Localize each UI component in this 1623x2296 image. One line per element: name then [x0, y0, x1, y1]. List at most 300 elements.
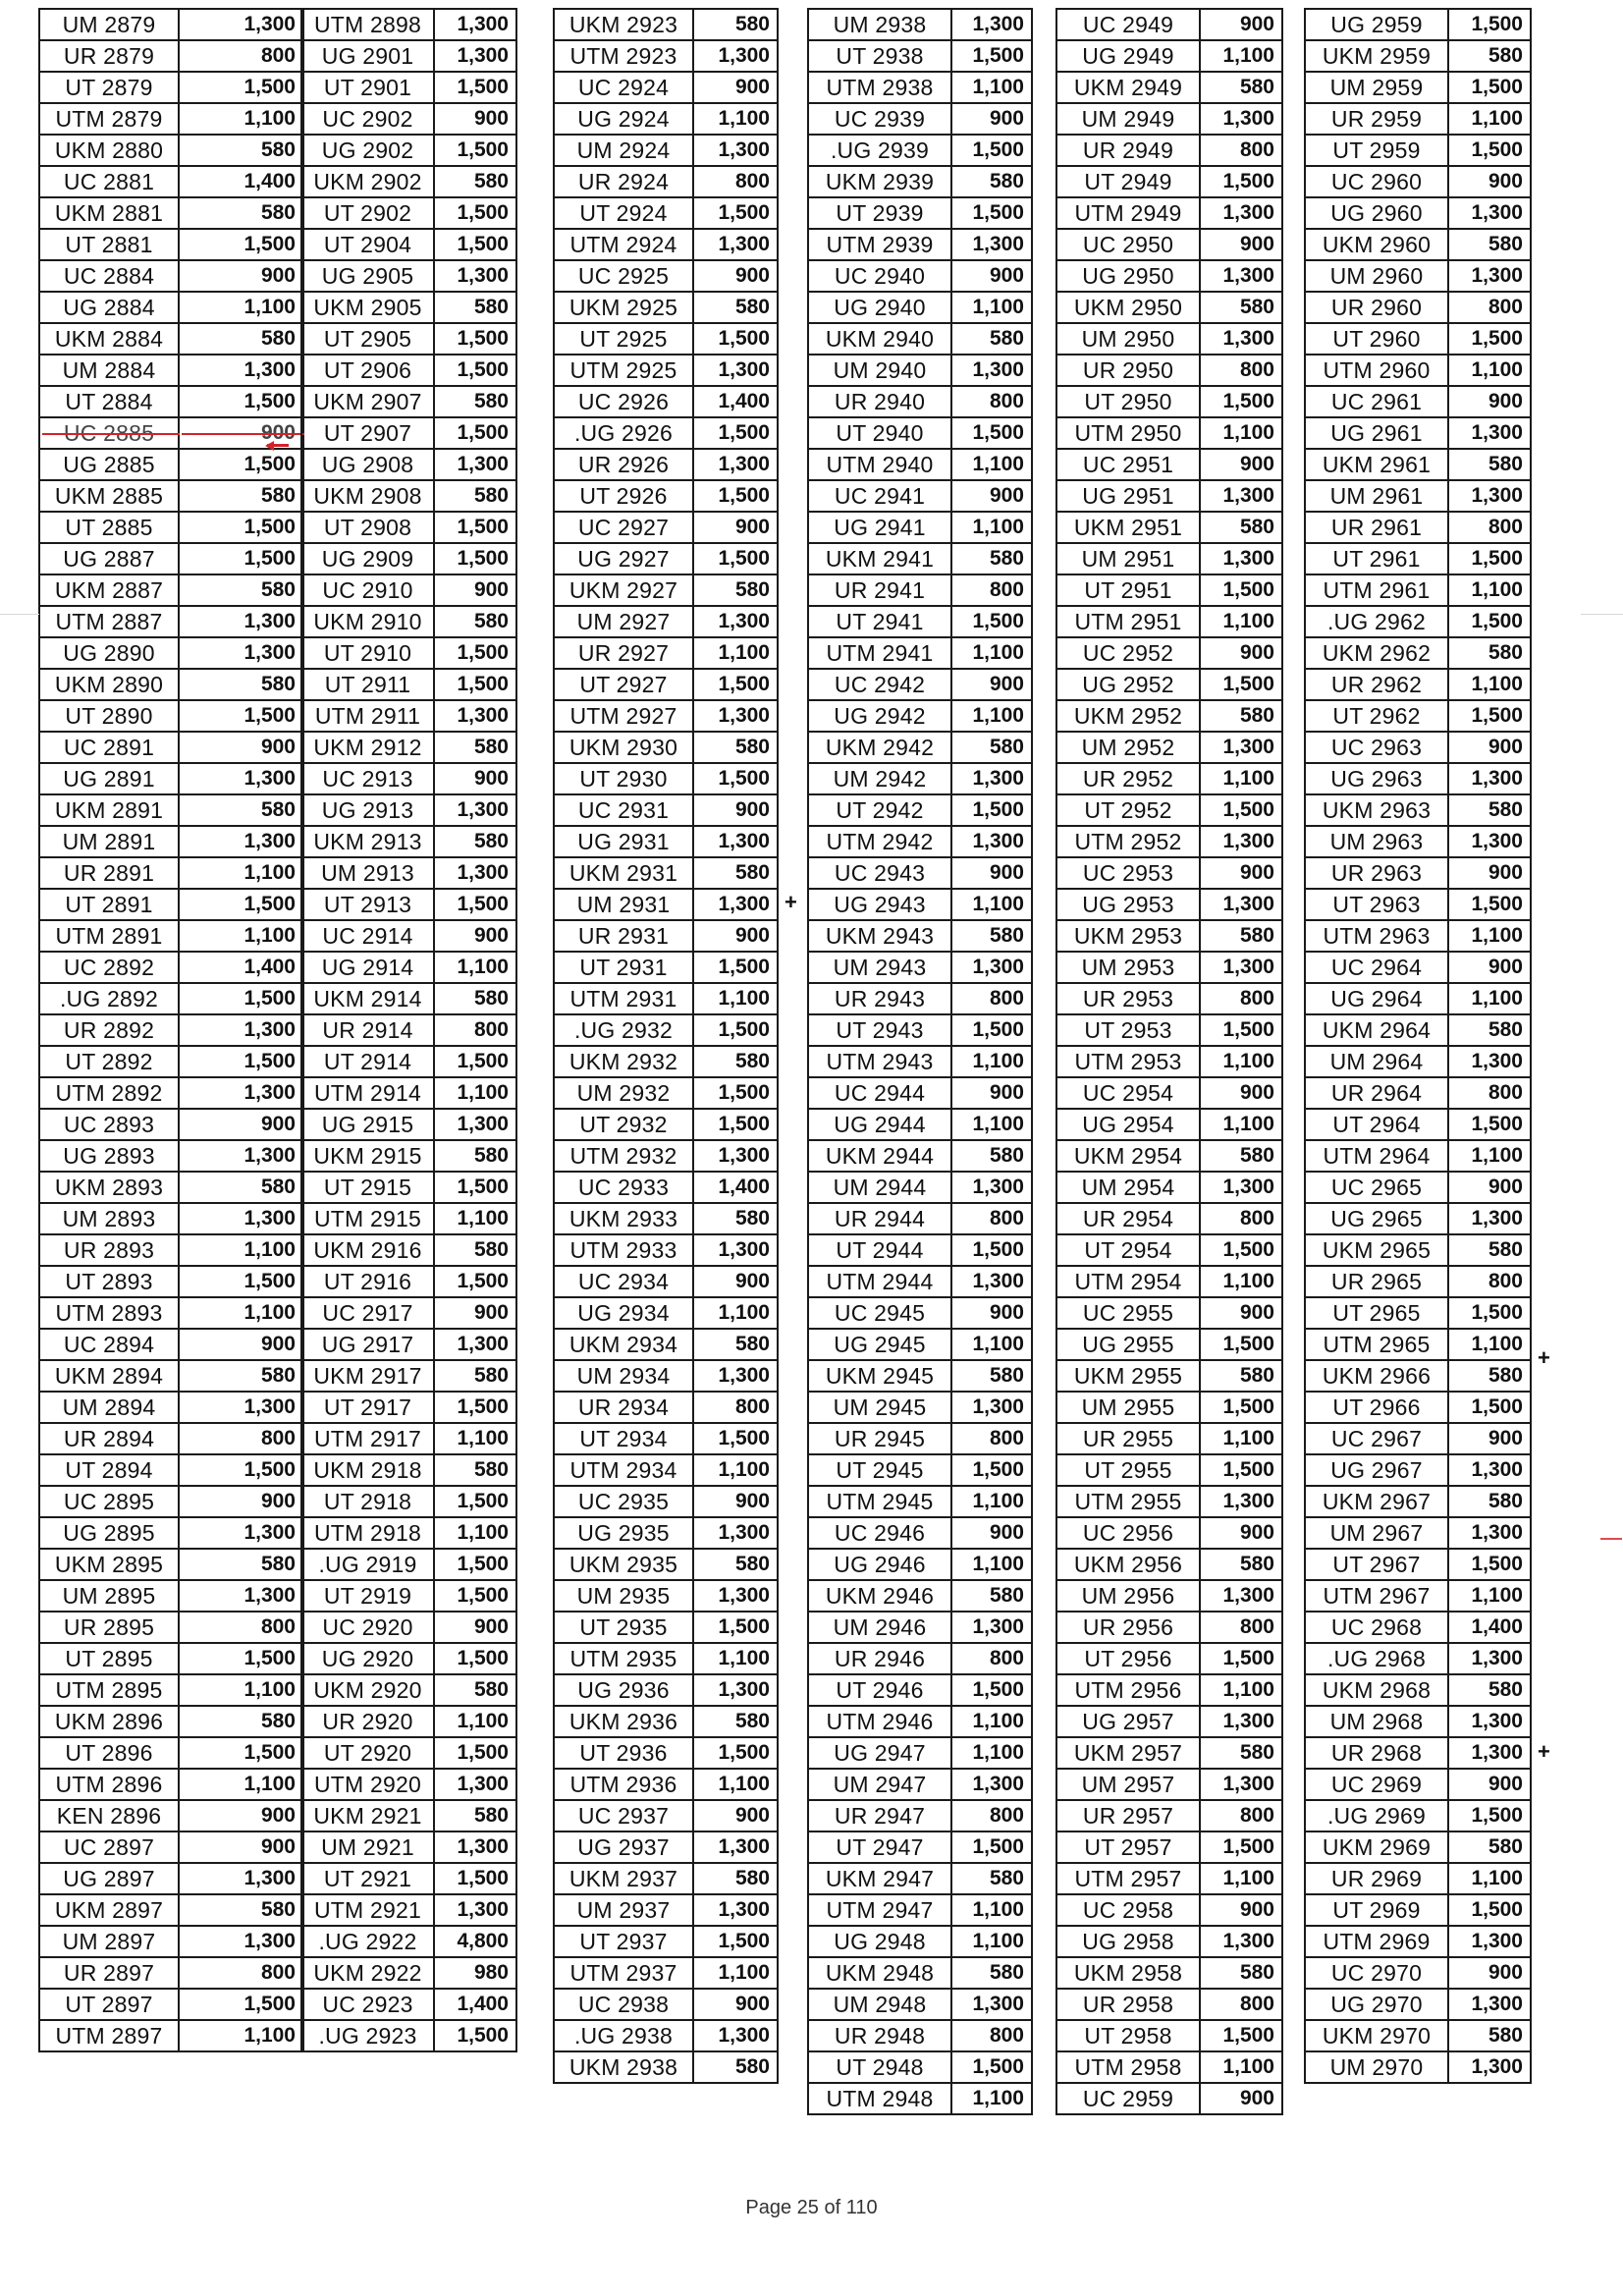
amount-cell: 1,500: [1448, 1894, 1531, 1926]
ledger-row: [301, 417, 516, 449]
amount-cell: 1,100: [434, 1423, 516, 1454]
ledger-row: [554, 197, 778, 229]
item-code-cell: UT 2885: [39, 512, 179, 543]
item-code-cell: UM 2964: [1305, 1046, 1448, 1077]
item-code-cell: UG 2957: [1056, 1706, 1200, 1737]
ledger-row: [39, 72, 303, 103]
ledger-row: [1305, 1329, 1531, 1360]
ledger-row: [1056, 1046, 1282, 1077]
ledger-row: [301, 1454, 516, 1486]
item-code-cell: UC 2910: [301, 574, 434, 606]
ledger-row: [301, 1297, 516, 1329]
ledger-row: [554, 606, 778, 637]
ledger-row: [554, 1486, 778, 1517]
item-code-cell: UKM 2955: [1056, 1360, 1200, 1392]
item-code-cell: UC 2949: [1056, 9, 1200, 40]
ledger-row: [39, 1989, 303, 2020]
ledger-row: [1056, 103, 1282, 135]
amount-cell: 580: [693, 1329, 778, 1360]
amount-cell: 1,500: [693, 1737, 778, 1769]
ledger-row: [39, 135, 303, 166]
item-code-cell: UT 2930: [554, 763, 693, 794]
amount-cell: 580: [1200, 292, 1282, 323]
item-code-cell: UT 2906: [301, 355, 434, 386]
ledger-row: [554, 1549, 778, 1580]
ledger-row: [554, 794, 778, 826]
item-code-cell: UKM 2905: [301, 292, 434, 323]
item-code-cell: UTM 2955: [1056, 1486, 1200, 1517]
item-code-cell: UT 2958: [1056, 2020, 1200, 2051]
ledger-row: [808, 1329, 1032, 1360]
item-code-cell: UT 2969: [1305, 1894, 1448, 1926]
ledger-row: [39, 637, 303, 669]
item-code-cell: UR 2914: [301, 1014, 434, 1046]
amount-cell: 900: [1448, 732, 1531, 763]
amount-cell: 580: [434, 1234, 516, 1266]
amount-cell: 1,300: [1448, 826, 1531, 857]
amount-cell: 800: [179, 40, 303, 72]
item-code-cell: UTM 2937: [554, 1957, 693, 1989]
amount-cell: 1,500: [179, 543, 303, 574]
item-code-cell: UR 2954: [1056, 1203, 1200, 1234]
ledger-row: [1305, 72, 1531, 103]
amount-cell: 1,500: [434, 1392, 516, 1423]
ledger-row: [39, 920, 303, 952]
ledger-row: [39, 166, 303, 197]
item-code-cell: UT 2942: [808, 794, 951, 826]
amount-cell: 580: [693, 1706, 778, 1737]
amount-cell: 1,300: [1448, 2051, 1531, 2083]
amount-cell: 1,100: [693, 1454, 778, 1486]
amount-cell: 1,500: [434, 543, 516, 574]
ledger-row: [554, 637, 778, 669]
amount-cell: 1,500: [951, 197, 1032, 229]
ledger-row: [1056, 543, 1282, 574]
ledger-row: [554, 1800, 778, 1831]
amount-cell: 800: [951, 1643, 1032, 1674]
amount-cell: 580: [1200, 700, 1282, 732]
item-code-cell: UKM 2884: [39, 323, 179, 355]
ledger-row: [1056, 1706, 1282, 1737]
ledger-row: [39, 1800, 303, 1831]
ledger-row: [808, 103, 1032, 135]
ledger-row: [1305, 1706, 1531, 1737]
amount-cell: 580: [434, 1360, 516, 1392]
item-code-cell: UT 2916: [301, 1266, 434, 1297]
ledger-row: [554, 1077, 778, 1109]
amount-cell: 1,300: [179, 1580, 303, 1612]
item-code-cell: UR 2931: [554, 920, 693, 952]
amount-cell: 1,300: [951, 763, 1032, 794]
item-code-cell: UKM 2948: [808, 1957, 951, 1989]
ledger-row: [301, 952, 516, 983]
ledger-row: [39, 1297, 303, 1329]
item-code-cell: UKM 2939: [808, 166, 951, 197]
ledger-row: [39, 794, 303, 826]
ledger-row: [808, 920, 1032, 952]
ledger-row: [1305, 920, 1531, 952]
amount-cell: 1,500: [179, 512, 303, 543]
item-code-cell: UT 2952: [1056, 794, 1200, 826]
ledger-row: [1305, 606, 1531, 637]
amount-cell: 1,300: [1448, 1203, 1531, 1234]
amount-cell: 1,100: [179, 2020, 303, 2051]
amount-cell: 1,300: [951, 1769, 1032, 1800]
item-code-cell: UC 2942: [808, 669, 951, 700]
ledger-row: [301, 292, 516, 323]
item-code-cell: UTM 2896: [39, 1769, 179, 1800]
ledger-row: [39, 1077, 303, 1109]
item-code-cell: UG 2940: [808, 292, 951, 323]
ledger-row: [301, 1046, 516, 1077]
amount-cell: 1,500: [179, 889, 303, 920]
item-code-cell: UKM 2960: [1305, 229, 1448, 260]
item-code-cell: UKM 2970: [1305, 2020, 1448, 2051]
ledger-row: [808, 1423, 1032, 1454]
amount-cell: 1,300: [693, 355, 778, 386]
ledger-row: [808, 480, 1032, 512]
amount-cell: 1,500: [434, 135, 516, 166]
amount-cell: 1,300: [1200, 323, 1282, 355]
ledger-row: [301, 1894, 516, 1926]
item-code-cell: UTM 2938: [808, 72, 951, 103]
amount-cell: 800: [1448, 292, 1531, 323]
ledger-table: [38, 8, 304, 2052]
item-code-cell: UKM 2968: [1305, 1674, 1448, 1706]
amount-cell: 1,300: [1200, 732, 1282, 763]
ledger-row: [554, 72, 778, 103]
item-code-cell: UR 2956: [1056, 1612, 1200, 1643]
item-code-cell: UT 2949: [1056, 166, 1200, 197]
amount-cell: 1,500: [693, 1014, 778, 1046]
item-code-cell: UG 2927: [554, 543, 693, 574]
item-code-cell: UT 2910: [301, 637, 434, 669]
amount-cell: 1,300: [1200, 543, 1282, 574]
item-code-cell: UT 2917: [301, 1392, 434, 1423]
amount-cell: 1,300: [434, 1329, 516, 1360]
amount-cell: 800: [1200, 1800, 1282, 1831]
amount-cell: 1,500: [1448, 9, 1531, 40]
item-code-cell: UR 2879: [39, 40, 179, 72]
ledger-row: [554, 700, 778, 732]
item-code-cell: UG 2943: [808, 889, 951, 920]
item-code-cell: UR 2968: [1305, 1737, 1448, 1769]
item-code-cell: UC 2940: [808, 260, 951, 292]
item-code-cell: UR 2948: [808, 2020, 951, 2051]
amount-cell: 1,300: [179, 1392, 303, 1423]
ledger-row: [808, 2020, 1032, 2051]
item-code-cell: UM 2895: [39, 1580, 179, 1612]
amount-cell: 1,300: [434, 700, 516, 732]
item-code-cell: UM 2947: [808, 1769, 951, 1800]
ledger-row: [301, 1831, 516, 1863]
amount-cell: 1,300: [1448, 480, 1531, 512]
amount-cell: 1,500: [434, 1863, 516, 1894]
ledger-row: [1305, 1109, 1531, 1140]
amount-cell: 580: [1448, 1486, 1531, 1517]
ledger-row: [1305, 1297, 1531, 1329]
amount-cell: 900: [1200, 9, 1282, 40]
amount-cell: 1,300: [951, 952, 1032, 983]
ledger-row: [1305, 1140, 1531, 1172]
ledger-row: [554, 1203, 778, 1234]
amount-cell: 580: [1448, 229, 1531, 260]
ledger-row: [554, 952, 778, 983]
amount-cell: 1,100: [1200, 1674, 1282, 1706]
item-code-cell: UM 2935: [554, 1580, 693, 1612]
item-code-cell: UM 2967: [1305, 1517, 1448, 1549]
item-code-cell: UKM 2891: [39, 794, 179, 826]
item-code-cell: UTM 2946: [808, 1706, 951, 1737]
ledger-row: [301, 1423, 516, 1454]
ledger-row: [301, 1643, 516, 1674]
item-code-cell: UG 2917: [301, 1329, 434, 1360]
item-code-cell: UT 2931: [554, 952, 693, 983]
item-code-cell: UG 2967: [1305, 1454, 1448, 1486]
ledger-row: [1056, 323, 1282, 355]
item-code-cell: UG 2958: [1056, 1926, 1200, 1957]
ledger-row: [554, 1706, 778, 1737]
amount-cell: 1,500: [1200, 1014, 1282, 1046]
ledger-row: [301, 1957, 516, 1989]
item-code-cell: UC 2885: [39, 417, 179, 449]
item-code-cell: UC 2960: [1305, 166, 1448, 197]
ledger-row: [1056, 1360, 1282, 1392]
item-code-cell: UG 2955: [1056, 1329, 1200, 1360]
ledger-row: [1056, 9, 1282, 40]
item-code-cell: UT 2943: [808, 1014, 951, 1046]
amount-cell: 1,300: [1200, 260, 1282, 292]
amount-cell: 1,300: [1448, 417, 1531, 449]
ledger-row: [554, 889, 778, 920]
amount-cell: 800: [179, 1612, 303, 1643]
amount-cell: 900: [434, 1612, 516, 1643]
item-code-cell: UC 2920: [301, 1612, 434, 1643]
item-code-cell: UC 2943: [808, 857, 951, 889]
amount-cell: 580: [951, 1580, 1032, 1612]
ledger-row: [39, 260, 303, 292]
ledger-row: [1305, 135, 1531, 166]
item-code-cell: UG 2905: [301, 260, 434, 292]
page-number-label: Page 25 of 110: [745, 2197, 878, 2218]
ledger-row: [301, 1014, 516, 1046]
item-code-cell: UT 2961: [1305, 543, 1448, 574]
item-code-cell: KEN 2896: [39, 1800, 179, 1831]
ledger-row: [39, 9, 303, 40]
item-code-cell: UG 2945: [808, 1329, 951, 1360]
amount-cell: 1,500: [434, 417, 516, 449]
amount-cell: 1,500: [1200, 574, 1282, 606]
ledger-row: [301, 1234, 516, 1266]
amount-cell: 1,300: [179, 355, 303, 386]
ledger-row: [1056, 669, 1282, 700]
amount-cell: 1,500: [951, 606, 1032, 637]
amount-cell: 1,100: [434, 1203, 516, 1234]
item-code-cell: UKM 2954: [1056, 1140, 1200, 1172]
amount-cell: 1,100: [951, 637, 1032, 669]
ledger-row: [554, 229, 778, 260]
amount-cell: 1,100: [951, 700, 1032, 732]
amount-cell: 1,100: [951, 1737, 1032, 1769]
ledger-row: [1305, 355, 1531, 386]
item-code-cell: UKM 2912: [301, 732, 434, 763]
item-code-cell: UG 2909: [301, 543, 434, 574]
ledger-row: [554, 1643, 778, 1674]
ledger-row: [554, 323, 778, 355]
ledger-row: [1056, 355, 1282, 386]
amount-cell: 580: [1448, 1674, 1531, 1706]
amount-cell: 1,300: [693, 1517, 778, 1549]
item-code-cell: UKM 2923: [554, 9, 693, 40]
ledger-row: [39, 763, 303, 794]
ledger-row: [808, 1957, 1032, 1989]
amount-cell: 1,300: [693, 1831, 778, 1863]
ledger-row: [39, 480, 303, 512]
ledger-row: [1305, 1580, 1531, 1612]
ledger-row: [554, 1172, 778, 1203]
item-code-cell: UC 2891: [39, 732, 179, 763]
ledger-row: [1305, 763, 1531, 794]
ledger-row: [808, 606, 1032, 637]
item-code-cell: UG 2946: [808, 1549, 951, 1580]
amount-cell: 580: [693, 292, 778, 323]
ledger-row: [554, 920, 778, 952]
item-code-cell: UKM 2927: [554, 574, 693, 606]
amount-cell: 800: [179, 1957, 303, 1989]
amount-cell: 1,500: [179, 449, 303, 480]
amount-cell: 1,500: [693, 197, 778, 229]
item-code-cell: UTM 2945: [808, 1486, 951, 1517]
ledger-row: [1056, 135, 1282, 166]
amount-cell: 1,300: [1448, 1989, 1531, 2020]
ledger-row: [39, 1674, 303, 1706]
item-code-cell: UTM 2911: [301, 700, 434, 732]
ledger-row: [1305, 323, 1531, 355]
ledger-row: [1056, 794, 1282, 826]
amount-cell: 1,300: [693, 889, 778, 920]
ledger-row: [554, 574, 778, 606]
ledger-row: [301, 794, 516, 826]
amount-cell: 900: [951, 1077, 1032, 1109]
ledger-row: [554, 1046, 778, 1077]
ledger-row: [1305, 732, 1531, 763]
amount-cell: 1,500: [951, 794, 1032, 826]
amount-cell: 580: [179, 323, 303, 355]
strike-arrow-mark: [267, 444, 289, 447]
ledger-row: [1056, 1329, 1282, 1360]
item-code-cell: UT 2904: [301, 229, 434, 260]
amount-cell: 580: [1200, 72, 1282, 103]
item-code-cell: UTM 2942: [808, 826, 951, 857]
amount-cell: 580: [179, 1894, 303, 1926]
ledger-row: [1056, 1769, 1282, 1800]
ledger-row: [301, 1769, 516, 1800]
ledger-row: [1305, 1894, 1531, 1926]
ledger-row: [301, 1109, 516, 1140]
ledger-row: [301, 1140, 516, 1172]
ledger-row: [554, 732, 778, 763]
item-code-cell: UC 2937: [554, 1800, 693, 1831]
ledger-row: [1305, 2051, 1531, 2083]
amount-cell: 800: [693, 166, 778, 197]
ledger-row: [39, 826, 303, 857]
item-code-cell: UC 2939: [808, 103, 951, 135]
ledger-row: [1305, 1517, 1531, 1549]
ledger-row: [808, 417, 1032, 449]
amount-cell: 1,100: [1200, 2051, 1282, 2083]
ledger-row: [808, 1266, 1032, 1297]
item-code-cell: UG 2895: [39, 1517, 179, 1549]
ledger-row: [1305, 1643, 1531, 1674]
ledger-row: [808, 260, 1032, 292]
ledger-row: [1305, 1486, 1531, 1517]
amount-cell: 1,300: [693, 135, 778, 166]
ledger-row: [1056, 166, 1282, 197]
amount-cell: 1,300: [179, 1014, 303, 1046]
item-code-cell: UT 2893: [39, 1266, 179, 1297]
item-code-cell: UM 2940: [808, 355, 951, 386]
ledger-row: [1305, 1549, 1531, 1580]
ledger-row: [1305, 1957, 1531, 1989]
item-code-cell: UG 2901: [301, 40, 434, 72]
item-code-cell: UR 2943: [808, 983, 951, 1014]
amount-cell: 580: [179, 480, 303, 512]
amount-cell: 1,500: [179, 1046, 303, 1077]
ledger-row: [1056, 952, 1282, 983]
ledger-row: [1056, 197, 1282, 229]
item-code-cell: UKM 2890: [39, 669, 179, 700]
ledger-row: [554, 857, 778, 889]
ledger-row: [39, 1486, 303, 1517]
ledger-row: [554, 386, 778, 417]
item-code-cell: UKM 2931: [554, 857, 693, 889]
item-code-cell: UKM 2910: [301, 606, 434, 637]
amount-cell: 900: [693, 512, 778, 543]
amount-cell: 1,300: [179, 1077, 303, 1109]
amount-cell: 900: [179, 1831, 303, 1863]
amount-cell: 1,500: [179, 1454, 303, 1486]
ledger-row: [554, 2020, 778, 2051]
item-code-cell: UKM 2941: [808, 543, 951, 574]
ledger-row: [554, 543, 778, 574]
ledger-row: [1305, 1674, 1531, 1706]
ledger-row: [1305, 1077, 1531, 1109]
amount-cell: 580: [434, 292, 516, 323]
ledger-row: [1305, 669, 1531, 700]
amount-cell: 1,300: [951, 9, 1032, 40]
item-code-cell: UKM 2895: [39, 1549, 179, 1580]
plus-mark: +: [1538, 1344, 1550, 1370]
item-code-cell: UM 2891: [39, 826, 179, 857]
item-code-cell: UKM 2953: [1056, 920, 1200, 952]
ledger-row: [1056, 1580, 1282, 1612]
amount-cell: 1,100: [179, 857, 303, 889]
item-code-cell: UT 2934: [554, 1423, 693, 1454]
amount-cell: 580: [693, 1863, 778, 1894]
item-code-cell: UR 2965: [1305, 1266, 1448, 1297]
item-code-cell: UKM 2930: [554, 732, 693, 763]
item-code-cell: UT 2905: [301, 323, 434, 355]
ledger-row: [554, 1863, 778, 1894]
item-code-cell: UKM 2917: [301, 1360, 434, 1392]
ledger-row: [301, 72, 516, 103]
ledger-row: [1305, 512, 1531, 543]
ledger-row: [1056, 637, 1282, 669]
amount-cell: 1,300: [1448, 1046, 1531, 1077]
item-code-cell: UKM 2959: [1305, 40, 1448, 72]
ledger-row: [301, 606, 516, 637]
item-code-cell: UT 2908: [301, 512, 434, 543]
